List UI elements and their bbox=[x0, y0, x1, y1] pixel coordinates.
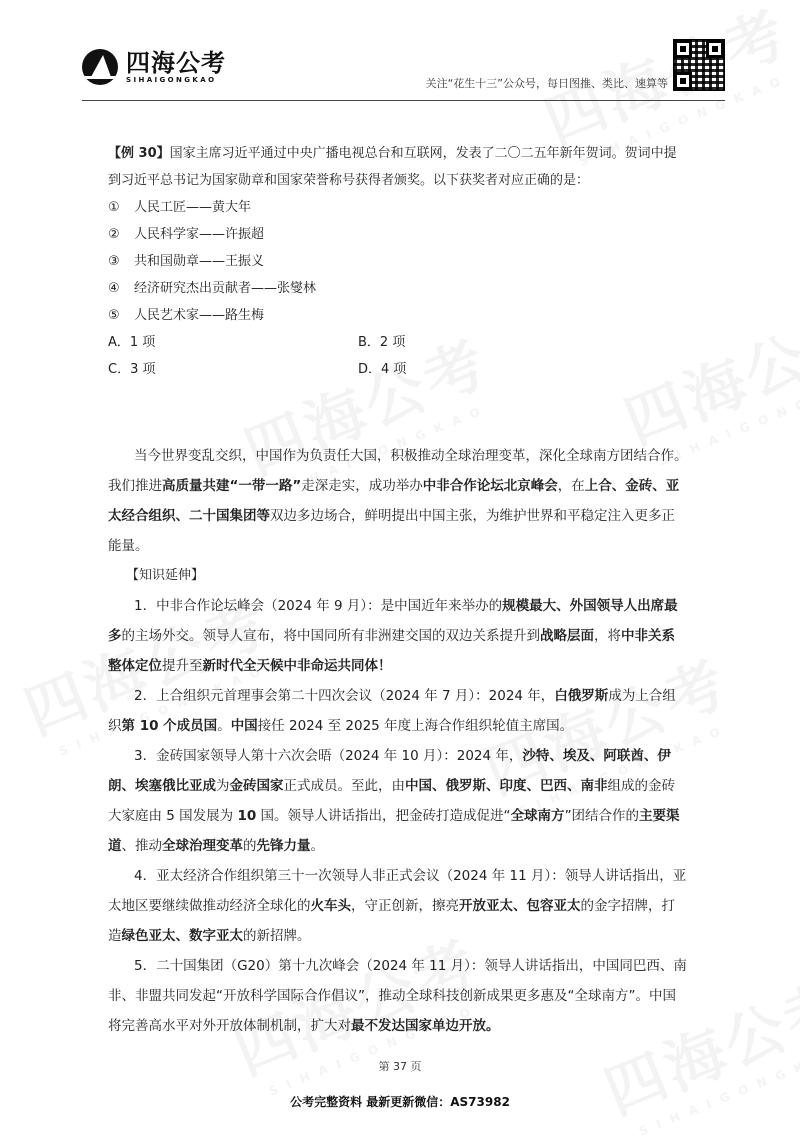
knowledge-section-4 bbox=[108, 861, 688, 951]
question-text: 国家主席习近平通过中央广播电视总台和互联网，发表了二〇二五年新年贺词。贺词中提到习近平总书记为国家勋章和国家荣誉称号获得者颁奖。以下获奖者对应正确的是： bbox=[108, 146, 677, 188]
page-number: 第 37 页 bbox=[378, 1060, 422, 1073]
body-text: 的新招牌。 bbox=[243, 928, 311, 944]
emphasis-text: 10 bbox=[237, 808, 257, 824]
logo-name: 四海公考 bbox=[126, 49, 226, 77]
choice-a: A．1 项 bbox=[108, 335, 156, 350]
body-text: 。 bbox=[217, 718, 231, 734]
emphasis-text: 第 10 个成员国 bbox=[121, 718, 218, 734]
emphasis-text: 高质量共建“一带一路” bbox=[162, 478, 302, 494]
body-text: ，守正创新，擦亮 bbox=[351, 898, 459, 914]
emphasis-text: 中非关系整体定位 bbox=[108, 628, 675, 674]
emphasis-text: 白俄罗斯 bbox=[554, 688, 609, 704]
body-text: 组成的金砖大家庭由 5 国发展为 bbox=[108, 778, 675, 824]
emphasis-text: 全球南方 bbox=[510, 808, 565, 824]
body-text: ，将 bbox=[594, 628, 621, 644]
body-text: 成为上合组织 bbox=[108, 688, 676, 734]
question-items bbox=[108, 194, 688, 329]
body-text: 提升至 bbox=[162, 658, 203, 674]
body-text: 正式成员。至此，由 bbox=[283, 778, 405, 794]
knowledge-section-1 bbox=[108, 591, 688, 681]
body-text: 2．上合组织元首理事会第二十四次会议（2024 年 7 月）：2024 年， bbox=[134, 688, 555, 704]
body-text: 3．金砖国家领导人第十六次会晤（2024 年 10 月）：2024 年， bbox=[134, 748, 523, 764]
choice-b: B．2 项 bbox=[358, 335, 406, 350]
page-content bbox=[108, 140, 688, 1041]
emphasis-text: 主要渠道 bbox=[108, 808, 680, 854]
emphasis-text: 上合、金砖、亚太经合组织、二十国集团等 bbox=[108, 478, 680, 524]
header-divider bbox=[82, 100, 725, 101]
footer-note: 公考完整资料 最新更新微信：AS73982 bbox=[290, 1095, 510, 1109]
body-text: 5．二十国集团（G20）第十九次峰会（2024 年 11 月）：领导人讲话指出，中国同巴西、南非、非盟共同发起“开放科学国际合作倡议”，推动全球科技创新成果更多惠及“全球南方”。中国将完善高水平对外开放体制机制，扩大对 bbox=[108, 958, 687, 1034]
body-text: 的 bbox=[243, 838, 257, 854]
body-text: 当今世界变乱交织，中国作为负责任大国，积极推动全球治理变革，深化全球南方团结合作。我们推进 bbox=[108, 448, 688, 494]
body-text: 4．亚太经济合作组织第三十一次领导人非正式会议（2024 年 11 月）：领导人讲话指出，亚太地区要继续做推动经济全球化的 bbox=[108, 868, 687, 914]
body-text: 接任 2024 至 2025 年度上海合作组织轮值主席国。 bbox=[257, 718, 574, 734]
question-tag: 【例 30】 bbox=[108, 146, 170, 161]
page-header bbox=[0, 0, 800, 104]
emphasis-text: 最不发达国家单边开放。 bbox=[351, 1018, 500, 1034]
emphasis-text: 中国、俄罗斯、印度、巴西、南非 bbox=[405, 778, 608, 794]
body-text: 为 bbox=[216, 778, 230, 794]
body-text: ”团结合作的 bbox=[564, 808, 640, 824]
emphasis-text: 沙特、埃及、阿联酋、伊朗、埃塞俄比亚成 bbox=[108, 748, 671, 794]
intro-paragraph bbox=[108, 441, 688, 561]
emphasis-text: 全球治理变革 bbox=[162, 838, 243, 854]
body-text: 。 bbox=[310, 838, 324, 854]
body-text: ，在 bbox=[557, 478, 585, 494]
emphasis-text: 火车头 bbox=[310, 898, 351, 914]
list-item: ④ 经济研究杰出贡献者——张燮林 bbox=[108, 281, 317, 296]
question-stem bbox=[108, 140, 688, 194]
emphasis-text: 开放亚太、包容亚太 bbox=[459, 898, 581, 914]
list-item: ⑤ 人民艺术家——路生梅 bbox=[108, 308, 265, 323]
body-text: 1．中非合作论坛峰会（2024 年 9 月）：是中国近年来举办的 bbox=[134, 598, 503, 614]
emphasis-text: 金砖国家 bbox=[229, 778, 284, 794]
qr-code-icon bbox=[674, 40, 724, 90]
emphasis-text: 新时代全天候中非命运共同体！ bbox=[202, 658, 392, 674]
choice-d: D．4 项 bbox=[358, 362, 407, 377]
list-item: ① 人民工匠——黄大年 bbox=[108, 200, 252, 215]
list-item: ② 人民科学家——许振超 bbox=[108, 227, 265, 242]
body-text: 的主场外交。领导人宣布，将中国同所有非洲建交国的双边关系提升到 bbox=[121, 628, 540, 644]
emphasis-text: 战略层面 bbox=[540, 628, 594, 644]
knowledge-section-5 bbox=[108, 951, 688, 1041]
brand-logo bbox=[82, 49, 226, 85]
body-text: 双边多边场合，鲜明提出中国主张，为维护世界和平稳定注入更多正能量。 bbox=[108, 508, 675, 554]
answer-choices-row bbox=[108, 329, 688, 356]
body-text: 国。领导人讲话指出，把金砖打造成促进“ bbox=[256, 808, 511, 824]
body-text: 、推动 bbox=[121, 838, 162, 854]
knowledge-title: 【知识延伸】 bbox=[126, 568, 205, 583]
knowledge-section-3 bbox=[108, 741, 688, 861]
follow-note: 关注“花生十三”公众号，每日图推、类比、速算等 bbox=[425, 77, 668, 90]
list-item: ③ 共和国勋章——王振义 bbox=[108, 254, 265, 269]
sailboat-logo-icon bbox=[82, 49, 118, 85]
answer-choices-row bbox=[108, 356, 688, 383]
emphasis-text: 中国 bbox=[230, 718, 258, 734]
logo-pinyin: SIHAIGONGKAO bbox=[126, 76, 217, 84]
emphasis-text: 先锋力量 bbox=[256, 838, 311, 854]
body-text: 的金字招牌，打造 bbox=[108, 898, 675, 944]
emphasis-text: 中非合作论坛北京峰会 bbox=[422, 478, 558, 494]
choice-c: C．3 项 bbox=[108, 362, 156, 377]
knowledge-section-2 bbox=[108, 681, 688, 741]
body-text: 走深走实，成功举办 bbox=[301, 478, 423, 494]
emphasis-text: 规模最大、外国领导人出席最多 bbox=[108, 598, 678, 644]
emphasis-text: 绿色亚太、数字亚太 bbox=[121, 928, 243, 944]
